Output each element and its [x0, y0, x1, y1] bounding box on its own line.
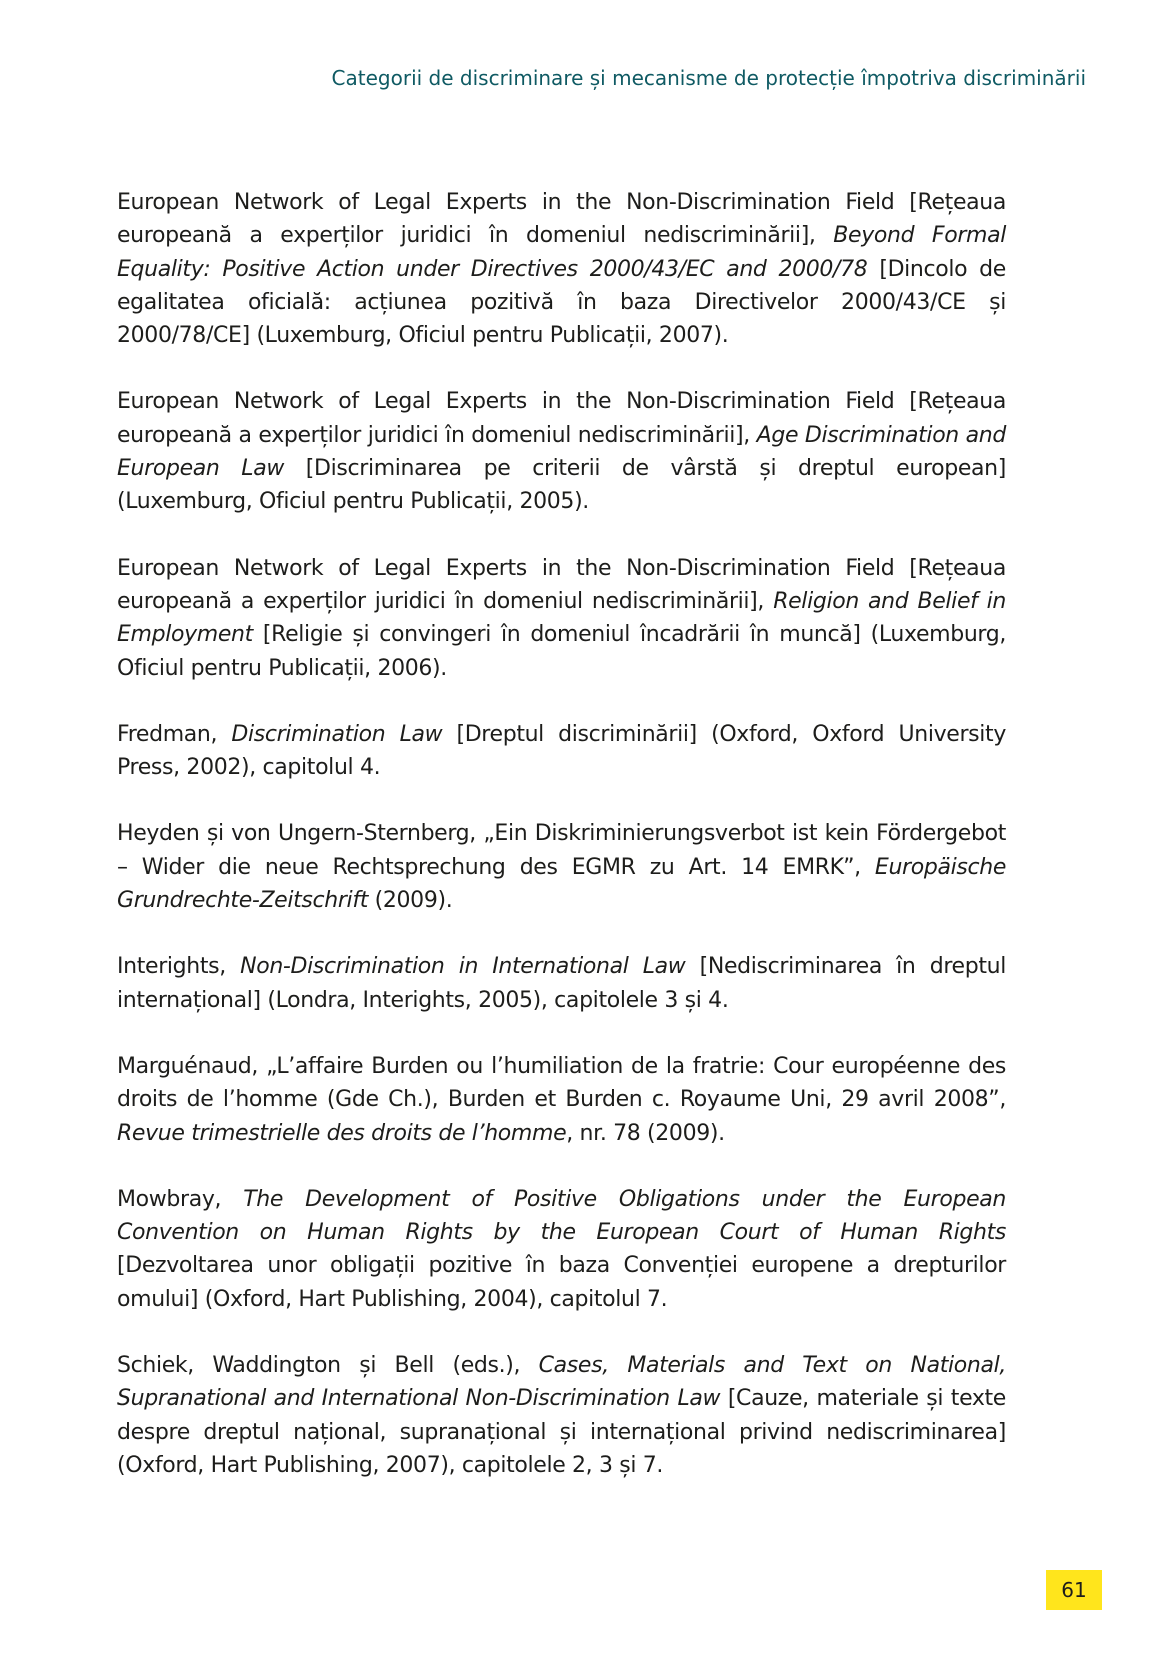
entry-text: , nr. 78 (2009).: [566, 1120, 725, 1146]
entry-title: Europäische Grundrechte-Zeitschrift: [117, 854, 1006, 914]
bibliography-entry: [117, 186, 1006, 352]
entry-title: Discrimination Law: [231, 721, 443, 747]
bibliography-list: [117, 186, 1006, 1515]
entry-text: Mowbray,: [117, 1186, 244, 1212]
entry-text: [Cauze, materiale și texte despre dreptul național, supranațional și internațional privind nediscriminarea] (Oxford, Hart Publishing, 2007), capitolele 2, 3 și 7.: [117, 1386, 1006, 1478]
entry-text: [Religie și convingeri în domeniul încadrării în muncă] (Luxemburg, Oficiul pentru Publicații, 2006).: [117, 622, 1006, 681]
entry-text: [Dincolo de egalitatea oficială: acțiunea pozitivă în baza Directivelor 2000/43/CE și 2000/78/CE] (Luxemburg, Oficiul pentru Publicații, 2007).: [117, 256, 1006, 349]
entry-title: The Development of Positive Obligations under the European Convention on Human Rights by the European Court of Human Rights: [117, 1186, 1006, 1246]
entry-text: European Network of Legal Experts in the Non-Discrimination Field [Rețeaua europeană a experților juridici în domeniul nediscriminării],: [117, 555, 1006, 614]
entry-text: European Network of Legal Experts in the Non-Discrimination Field [Rețeaua europeană a experților juridici în domeniul nediscriminării],: [117, 190, 1006, 249]
entry-title: Revue trimestrielle des droits de l’homme: [117, 1120, 567, 1146]
bibliography-entry: [117, 718, 1006, 785]
bibliography-entry: [117, 1183, 1006, 1316]
entry-text: (2009).: [368, 888, 453, 914]
bibliography-entry: [117, 1050, 1006, 1150]
entry-title: Cases, Materials and Text on National, Supranational and International Non-Discrimination Law: [117, 1353, 1006, 1412]
entry-text: Heyden și von Ungern-Sternberg, „Ein Diskriminierungsverbot ist kein Fördergebot – Wider die neue Rechtsprechung des EGMR zu Art. 14 EMRK”,: [117, 821, 1006, 880]
entry-text: [Dreptul discriminării] (Oxford, Oxford University Press, 2002), capitolul 4.: [117, 721, 1006, 781]
entry-title: Religion and Belief in Employment: [117, 588, 1006, 648]
entry-text: Interights,: [117, 954, 241, 980]
entry-text: European Network of Legal Experts in the Non-Discrimination Field [Rețeaua europeană a experților juridici în domeniul nediscriminării],: [117, 389, 1006, 448]
entry-title: Age Discrimination and European Law: [117, 422, 1006, 482]
entry-text: Marguénaud, „L’affaire Burden ou l’humiliation de la fratrie: Cour européenne des droits de l’homme (Gde Ch.), Burden et Burden c. Royaume Uni, 29 avril 2008”,: [117, 1053, 1006, 1113]
entry-title: Beyond Formal Equality: Positive Action under Directives 2000/43/EC and 2000/78: [117, 223, 1006, 282]
running-header: Categorii de discriminare și mecanisme de protecție împotriva discriminării: [331, 66, 1086, 90]
entry-title: Non-Discrimination in International Law: [240, 954, 686, 980]
bibliography-entry: [117, 950, 1006, 1017]
bibliography-entry: [117, 1349, 1006, 1482]
entry-text: Fredman,: [117, 721, 232, 747]
bibliography-entry: [117, 817, 1006, 917]
bibliography-entry: [117, 385, 1006, 518]
entry-text: [Nediscriminarea în dreptul internațional] (Londra, Interights, 2005), capitolele 3 și 4.: [117, 954, 1006, 1013]
page-number-badge: 61: [1046, 1570, 1102, 1610]
entry-text: [Dezvoltarea unor obligații pozitive în baza Convenției europene a drepturilor omului] (Oxford, Hart Publishing, 2004), capitolul 7.: [117, 1253, 1006, 1312]
bibliography-entry: [117, 552, 1006, 685]
entry-text: [Discriminarea pe criterii de vârstă și dreptul european] (Luxemburg, Oficiul pentru Publicații, 2005).: [117, 456, 1006, 515]
entry-text: Schiek, Waddington și Bell (eds.),: [117, 1353, 539, 1379]
